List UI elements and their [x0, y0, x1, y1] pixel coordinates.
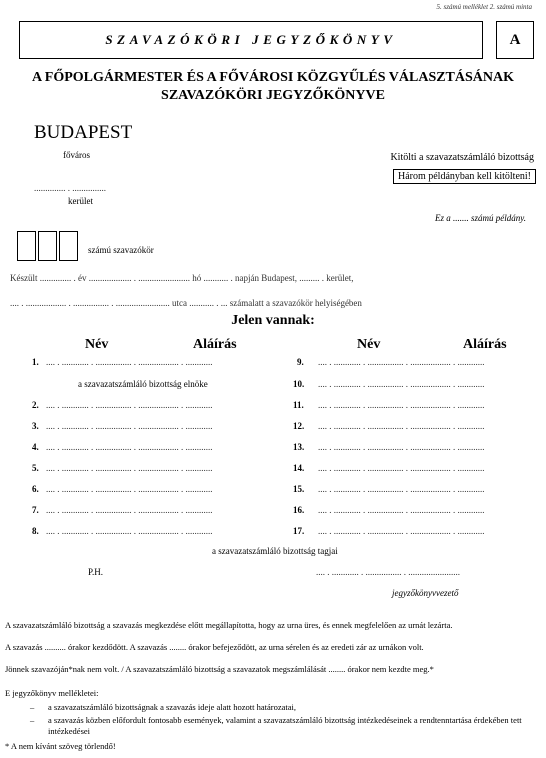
- bullet: –: [30, 702, 35, 712]
- name-line[interactable]: .... . ............ . ................ . .................. . ............: [46, 526, 213, 536]
- name-line[interactable]: .... . ............ . ................ . .................. . ............: [46, 484, 213, 494]
- copy-number-line[interactable]: Ez a ....... számú példány.: [435, 213, 526, 223]
- bullet: –: [30, 715, 35, 725]
- name-header-left: Név: [85, 337, 109, 352]
- name-line[interactable]: .... . ............ . ................ . .................. . ............: [318, 357, 485, 367]
- form-title: SZAVAZÓKÖRI JEGYZŐKÖNYV: [105, 32, 397, 47]
- row-number: 14.: [293, 463, 305, 473]
- made-line[interactable]: Készült .............. . év ................... . ....................... hó ........... . napján Budapest, ......... . kerület,: [10, 273, 354, 283]
- row-number: 2.: [32, 400, 39, 410]
- row-number: 6.: [32, 484, 39, 494]
- row-number: 7.: [32, 505, 39, 515]
- main-title-line-2: SZAVAZÓKÖRI JEGYZŐKÖNYVE: [161, 88, 385, 103]
- attachment-item: a szavazás közben előfordult fontosabb események, valamint a szavazatszámláló bizottság intézkedéseinek a rendtenntartása érdekében tett intézkedései: [48, 715, 522, 736]
- station-digit-cell[interactable]: [38, 231, 57, 261]
- district-fill-line[interactable]: .............. . ...............: [34, 183, 106, 193]
- recorder-label: jegyzőkönyvvezető: [392, 588, 459, 598]
- name-line[interactable]: .... . ............ . ................ . .................. . ............: [46, 505, 213, 515]
- name-line[interactable]: .... . ............ . ................ . .................. . ............: [318, 484, 485, 494]
- counting-paragraph: Jönnek szavazóján*nak nem volt. / A szavazatszámláló bizottság a szavazatok megszámlálását ........ órakor nem kezdte meg.*: [5, 664, 434, 674]
- station-number-cells[interactable]: [17, 231, 80, 261]
- row-number: 3.: [32, 421, 39, 431]
- attachment-item: a szavazatszámláló bizottságnak a szavazás ideje alatt hozott határozatai,: [48, 702, 297, 712]
- chair-label: a szavazatszámláló bizottság elnöke: [78, 379, 208, 389]
- name-line[interactable]: .... . ............ . ................ . .................. . ............: [318, 442, 485, 452]
- present-heading: Jelen vannak:: [231, 313, 315, 328]
- name-line[interactable]: .... . ............ . ................ . .................. . ............: [46, 421, 213, 431]
- address-line[interactable]: .... . .................. . ................ . ........................ utca ........... . ... számalatt a szavazókör helyiségében: [10, 298, 362, 308]
- form-title-box: [19, 21, 483, 59]
- row-number: 5.: [32, 463, 39, 473]
- footnote: * A nem kívánt szöveg törlendő!: [5, 741, 116, 751]
- name-line[interactable]: .... . ............ . ................ . .................. . ............: [46, 357, 213, 367]
- row-number: 10.: [293, 379, 305, 389]
- row-number: 11.: [293, 400, 304, 410]
- main-title-line-1: A FŐPOLGÁRMESTER ÉS A FŐVÁROSI KÖZGYŰLÉS VÁLASZTÁSÁNAK: [31, 70, 515, 85]
- row-number: 8.: [32, 526, 39, 536]
- station-digit-cell[interactable]: [59, 231, 78, 261]
- form-code: A: [509, 31, 521, 48]
- name-line[interactable]: .... . ............ . ................ . .................. . ............: [46, 442, 213, 452]
- row-number: 4.: [32, 442, 39, 452]
- station-label: számú szavazókör: [88, 245, 154, 255]
- name-line[interactable]: .... . ............ . ................ . .................. . ............: [318, 463, 485, 473]
- district-label: kerület: [68, 196, 93, 206]
- attachment-note: 5. számú melléklet 2. számú minta: [436, 3, 532, 11]
- name-line[interactable]: .... . ............ . ................ . .................. . ............: [46, 463, 213, 473]
- attachments-heading: E jegyzőkönyv mellékletei:: [5, 688, 99, 698]
- form-code-box: [496, 21, 534, 59]
- name-line[interactable]: .... . ............ . ................ . .................. . ............: [318, 526, 485, 536]
- row-number: 15.: [293, 484, 305, 494]
- voting-time-paragraph: A szavazás .......... órakor kezdődött. A szavazás ........ órakor befejeződött, az urna sérelen és az eredeti zár az urnákon volt.: [5, 642, 424, 652]
- row-number: 1.: [32, 357, 39, 367]
- station-digit-cell[interactable]: [17, 231, 36, 261]
- name-line[interactable]: .... . ............ . ................ . .................. . ............: [318, 379, 485, 389]
- name-line[interactable]: .... . ............ . ................ . .................. . ............: [318, 421, 485, 431]
- row-number: 17.: [293, 526, 305, 536]
- name-line[interactable]: .... . ............ . ................ . .................. . ............: [318, 505, 485, 515]
- name-line[interactable]: .... . ............ . ................ . .................. . ............: [318, 400, 485, 410]
- opening-paragraph: A szavazatszámláló bizottság a szavazás megkezdése előtt megállapította, hogy az urna üres, és ennek megfelelően az urnát lezárta.: [5, 620, 453, 630]
- members-label: a szavazatszámláló bizottság tagjai: [212, 546, 338, 556]
- sign-header-right: Aláírás: [463, 337, 507, 352]
- row-number: 16.: [293, 505, 305, 515]
- sign-header-left: Aláírás: [193, 337, 237, 352]
- stamp-placeholder: P.H.: [88, 567, 104, 577]
- row-number: 12.: [293, 421, 305, 431]
- copies-note: Három példányban kell kitölteni!: [393, 169, 536, 184]
- row-number: 9.: [297, 357, 304, 367]
- recorder-signature-line[interactable]: .... . ............ . ................ . .......................: [316, 567, 460, 577]
- name-line[interactable]: .... . ............ . ................ . .................. . ............: [46, 400, 213, 410]
- fill-hint: Kitölti a szavazatszámláló bizottság: [390, 152, 534, 163]
- city-label: főváros: [63, 150, 90, 160]
- city-name: BUDAPEST: [34, 122, 133, 143]
- row-number: 13.: [293, 442, 305, 452]
- name-header-right: Név: [357, 337, 381, 352]
